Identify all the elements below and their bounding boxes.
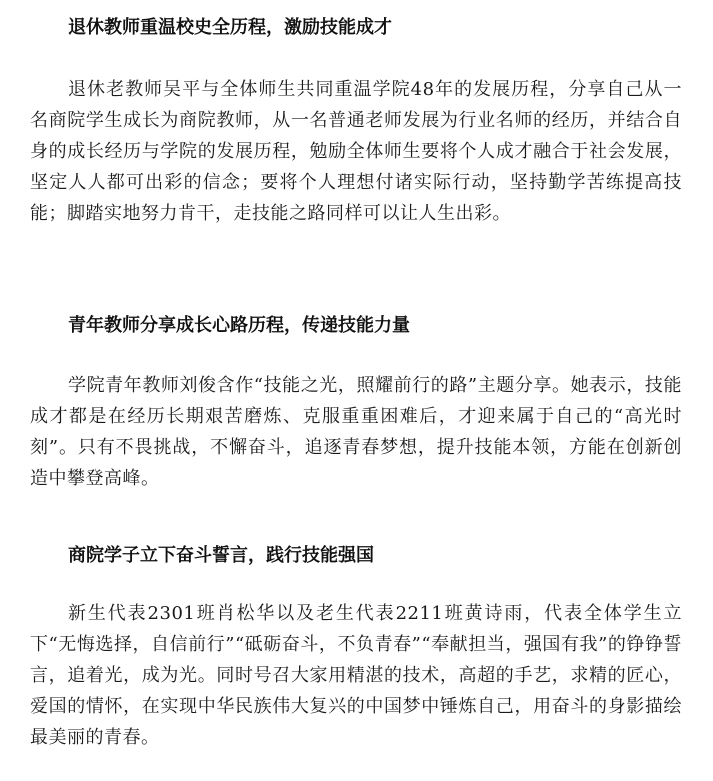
section-heading-young-teacher: 青年教师分享成长心路历程，传递技能力量 xyxy=(68,315,410,336)
section-heading-retired-teacher: 退休教师重温校史全历程，激励技能成才 xyxy=(68,17,392,38)
section-paragraph-young-teacher: 学院青年教师刘俊含作“技能之光，照耀前行的路”主题分享。她表示，技能成才都是在经历长期艰苦磨炼、克服重重困难后，才迎来属于自己的“高光时刻”。只有不畏挑战，不懈奋斗，追逐青春梦想，提升技能本领，方能在创新创造中攀登高峰。 xyxy=(30,375,682,489)
section-paragraph-retired-teacher: 退休老教师吴平与全体师生共同重温学院48年的发展历程，分享自己从一名商院学生成长为商院教师，从一名普通老师发展为行业名师的经历，并结合自身的成长经历与学院的发展历程，勉励全体师生要将个人成才融合于社会发展，坚定人人都可出彩的信念；要将个人理想付诸实际行动，坚持勤学苦练提高技能；脚踏实地努力肯干，走技能之路同样可以让人生出彩。 xyxy=(30,79,682,224)
section-heading-students-oath: 商院学子立下奋斗誓言，践行技能强国 xyxy=(68,545,374,566)
section-paragraph-students-oath: 新生代表2301班肖松华以及老生代表2211班黄诗雨，代表全体学生立下“无悔选择，自信前行”“砥砺奋斗，不负青春”“奉献担当，强国有我”的铮铮誓言，追着光，成为光。同时号召大家用精湛的技术，高超的手艺，求精的匠心，爱国的情怀，在实现中华民族伟大复兴的中国梦中锤炼自己，用奋斗的身影描绘最美丽的青春。 xyxy=(30,603,682,748)
